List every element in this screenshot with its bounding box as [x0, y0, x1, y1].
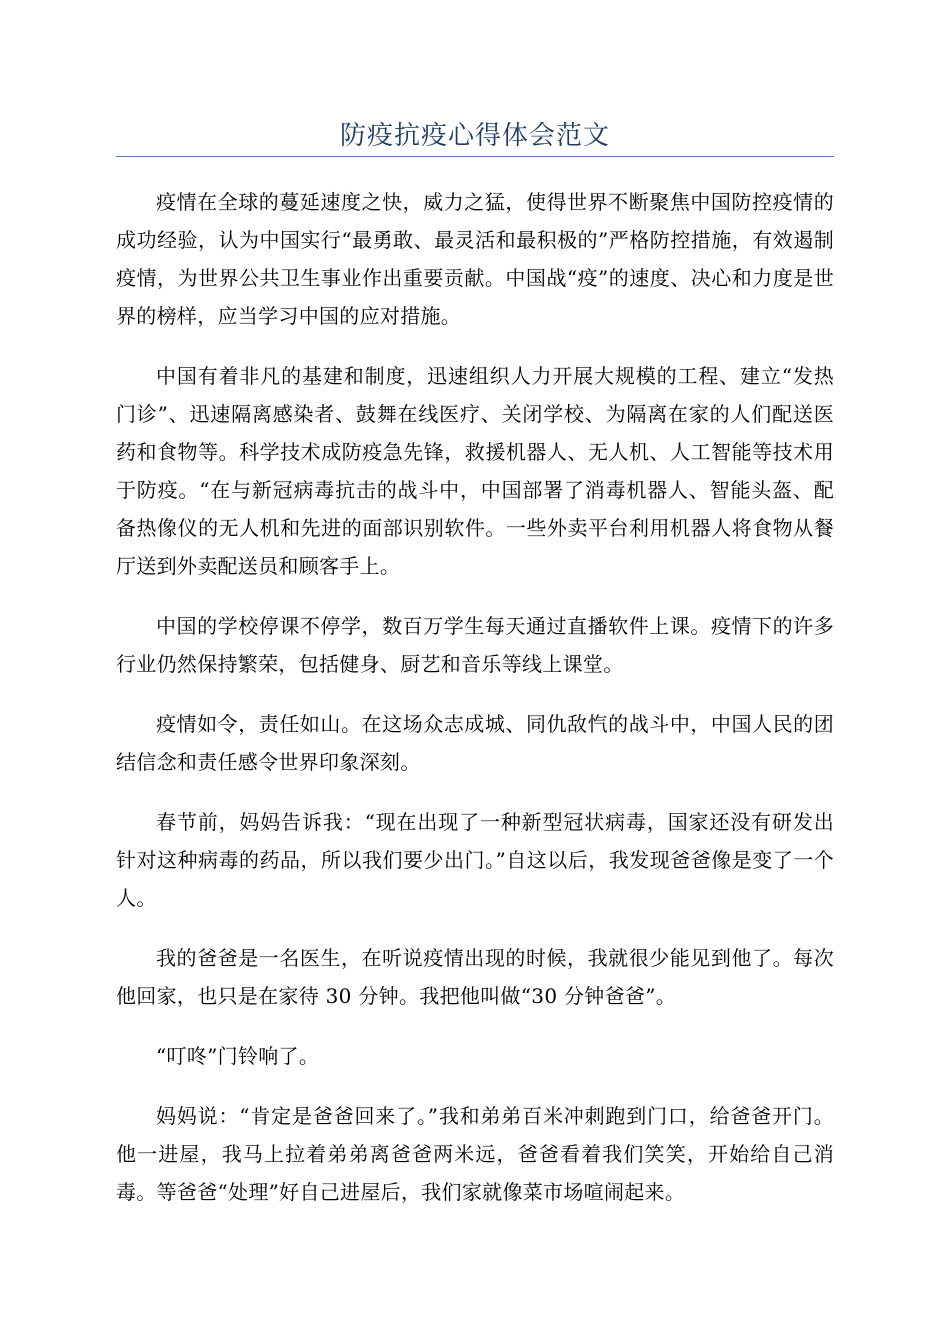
- title-underline: [116, 156, 834, 157]
- paragraph: “叮咚”门铃响了。: [156, 1044, 320, 1068]
- paragraph: 中国的学校停课不停学，数百万学生每天通过直播软件上课。疫情下的许多行业仍然保持繁荣，包括健身、厨艺和音乐等线上课堂。: [116, 614, 834, 676]
- document-page: [116, 0, 834, 1233]
- document-body: [116, 183, 834, 1211]
- paragraph: 中国有着非凡的基建和制度，迅速组织人力开展大规模的工程、建立“发热门诊”、迅速隔离感染者、鼓舞在线医疗、关闭学校、为隔离在家的人们配送医药和食物等。科学技术成防疫急先锋，救援机器人、无人机、人工智能等技术用于防疫。“在与新冠病毒抗击的战斗中，中国部署了消毒机器人、智能头盔、配备热像仪的无人机和先进的面部识别软件。一些外卖平台利用机器人将食物从餐厅送到外卖配送员和顾客手上。: [116, 364, 834, 578]
- paragraph: 疫情在全球的蔓延速度之快，威力之猛，使得世界不断聚焦中国防控疫情的成功经验，认为中国实行“最勇敢、最灵活和最积极的”严格防控措施，有效遏制疫情，为世界公共卫生事业作出重要贡献。中国战“疫”的速度、决心和力度是世界的榜样，应当学习中国的应对措施。: [116, 190, 834, 328]
- document-title: 防疫抗疫心得体会范文: [339, 121, 610, 151]
- paragraph: 疫情如令，责任如山。在这场众志成城、同仇敌忾的战斗中，中国人民的团结信念和责任感令世界印象深刻。: [116, 712, 834, 774]
- paragraph: 妈妈说：“肯定是爸爸回来了。”我和弟弟百米冲刺跑到门口，给爸爸开门。他一进屋，我马上拉着弟弟离爸爸两米远，爸爸看着我们笑笑，开始给自己消毒。等爸爸“处理”好自己进屋后，我们家就像菜市场喧闹起来。: [116, 1104, 834, 1204]
- paragraph: 春节前，妈妈告诉我：“现在出现了一种新型冠状病毒，国家还没有研发出针对这种病毒的药品，所以我们要少出门。”自这以后，我发现爸爸像是变了一个人。: [116, 810, 834, 910]
- paragraph: 我的爸爸是一名医生，在听说疫情出现的时候，我就很少能见到他了。每次他回家，也只是在家待 30 分钟。我把他叫做“30 分钟爸爸”。: [116, 946, 834, 1008]
